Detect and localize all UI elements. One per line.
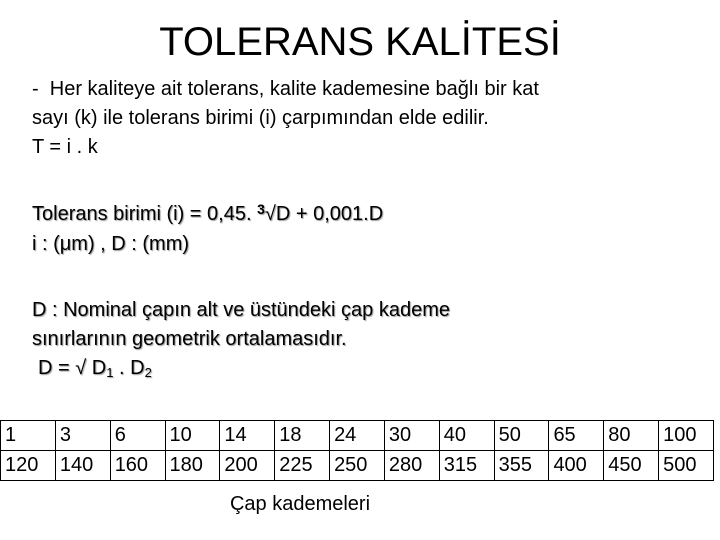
table-cell: 120 <box>1 451 56 481</box>
definition-line-1: D : Nominal çapın alt ve üstündeki çap kademe <box>32 299 450 321</box>
table-cell: 18 <box>275 421 330 451</box>
table-cell: 80 <box>604 421 659 451</box>
diameter-steps-table <box>0 420 714 481</box>
table-caption: Çap kademeleri <box>229 493 371 515</box>
table-row <box>1 421 714 451</box>
table-cell: 14 <box>220 421 275 451</box>
table-cell: 355 <box>494 451 549 481</box>
table-cell: 140 <box>55 451 110 481</box>
eq-sub-1: 1 <box>106 365 114 380</box>
table-cell: 100 <box>659 421 714 451</box>
table-cell: 450 <box>604 451 659 481</box>
page-title: TOLERANS KALİTESİ <box>159 20 561 64</box>
cube-root-index: 3 <box>257 201 265 217</box>
eq-mid: . D <box>113 357 145 379</box>
table-cell: 6 <box>110 421 165 451</box>
tolerance-unit-formula <box>32 200 383 259</box>
formula-prefix: Tolerans birimi (i) = 0,45. <box>32 203 258 225</box>
eq-start: D = √ D <box>38 357 107 379</box>
table-cell: 24 <box>330 421 385 451</box>
table-cell: 250 <box>330 451 385 481</box>
table-cell: 315 <box>439 451 494 481</box>
formula-line <box>32 200 383 230</box>
definition-text <box>32 296 450 387</box>
geometric-mean-equation <box>32 354 450 387</box>
table-cell: 500 <box>659 451 714 481</box>
table-cell: 10 <box>165 421 220 451</box>
table-cell: 180 <box>165 451 220 481</box>
formula-suffix: √D + 0,001.D <box>264 203 384 225</box>
table-cell: 200 <box>220 451 275 481</box>
intro-formula: T = i . k <box>32 136 98 158</box>
table-cell: 50 <box>494 421 549 451</box>
intro-line-2: sayı (k) ile tolerans birimi (i) çarpımından elde edilir. <box>32 107 489 129</box>
definition-line-2: sınırlarının geometrik ortalamasıdır. <box>32 328 347 350</box>
table-cell: 160 <box>110 451 165 481</box>
intro-text <box>32 75 539 162</box>
table-cell: 30 <box>384 421 439 451</box>
formula-units: i : (μm) , D : (mm) <box>32 233 190 255</box>
table-cell: 225 <box>275 451 330 481</box>
eq-sub-2: 2 <box>144 365 152 380</box>
table-cell: 3 <box>55 421 110 451</box>
table-cell: 1 <box>1 421 56 451</box>
table-row <box>1 451 714 481</box>
intro-line-1: - Her kaliteye ait tolerans, kalite kademesine bağlı bir kat <box>32 78 539 100</box>
table-cell: 40 <box>439 421 494 451</box>
table-cell: 65 <box>549 421 604 451</box>
table-cell: 280 <box>384 451 439 481</box>
table-cell: 400 <box>549 451 604 481</box>
